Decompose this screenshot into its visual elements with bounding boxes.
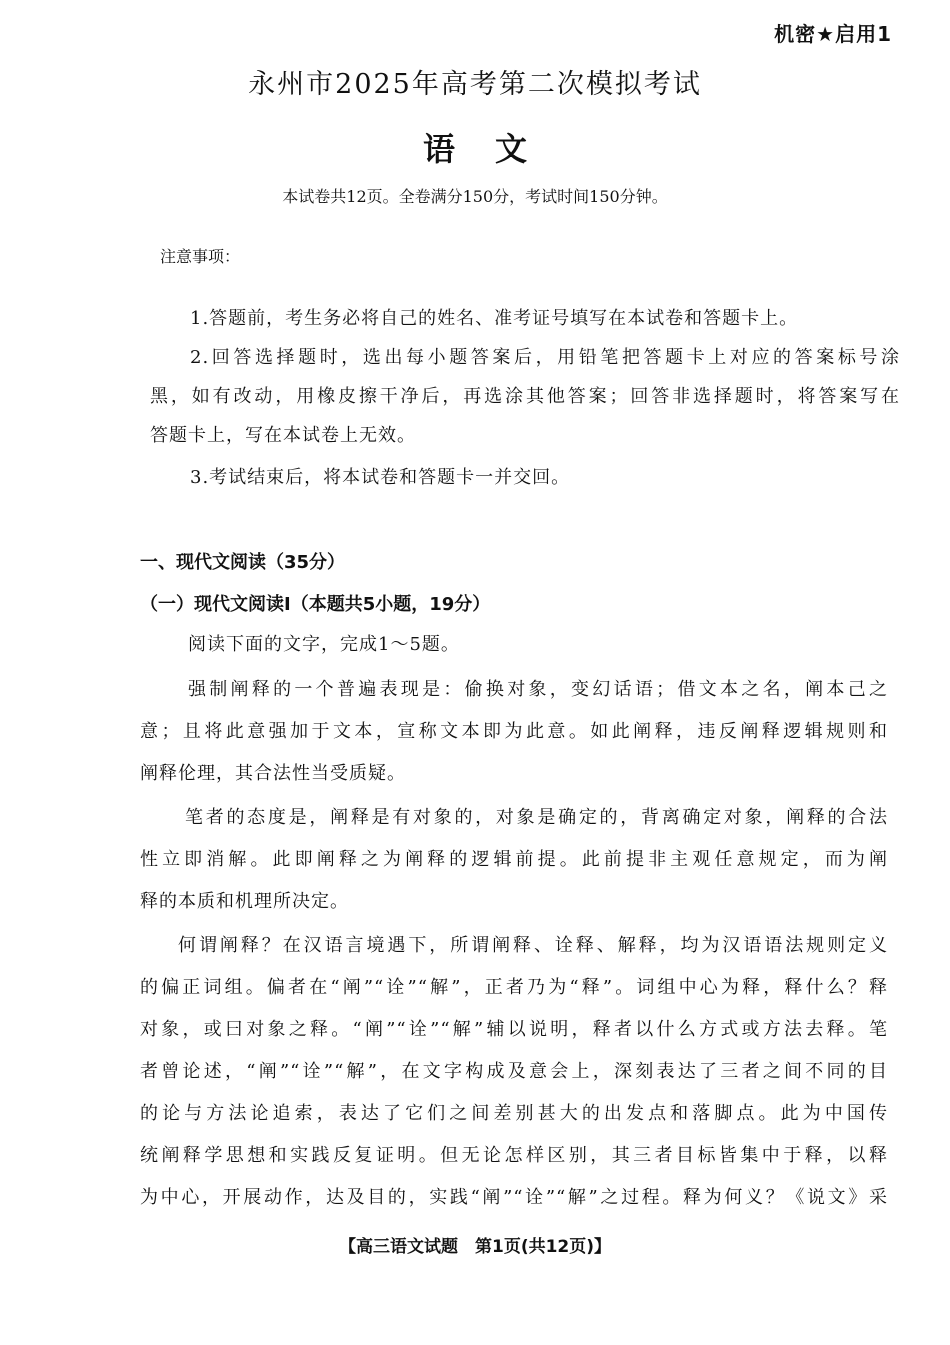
passage-line: 性立即消解。此即阐释之为阐释的逻辑前提。此前提非主观任意规定，而为阐 [140, 849, 888, 870]
passage-line: 阐释伦理，其合法性当受质疑。 [140, 763, 406, 784]
notes-heading: 注意事项： [160, 247, 241, 266]
notes-line: 3.考试结束后，将本试卷和答题卡一并交回。 [190, 467, 571, 488]
passage-line: 的偏正词组。偏者在“阐”“诠”“解”，正者乃为“释”。词组中心为释，释什么？释 [140, 977, 888, 998]
page-footer: 【高三语文试题 第1页(共12页)】 [338, 1237, 612, 1257]
passage-line: 笔者的态度是，阐释是有对象的，对象是确定的，背离确定对象，阐释的合法 [185, 807, 888, 828]
exam-info: 本试卷共12页。全卷满分150分，考试时间150分钟。 [282, 187, 668, 206]
subject-title: 语文 [422, 130, 567, 168]
passage-line: 的论与方法论追索，表达了它们之间差别甚大的出发点和落脚点。此为中国传 [140, 1103, 888, 1124]
instruction: 阅读下面的文字，完成1～5题。 [188, 634, 460, 655]
confidential-mark: 机密★启用1 [774, 22, 892, 46]
passage-line: 为中心，开展动作，达及目的，实践“阐”“诠”“解”之过程。释为何义？《说文》采 [140, 1187, 888, 1208]
notes-line: 2.回答选择题时，选出每小题答案后，用铅笔把答题卡上对应的答案标号涂 [190, 347, 900, 368]
notes-line: 答题卡上，写在本试卷上无效。 [150, 425, 416, 446]
section-subheading: （一）现代文阅读Ⅰ（本题共5小题，19分） [140, 594, 491, 615]
exam-title: 永州市2025年高考第二次模拟考试 [248, 69, 702, 100]
passage-line: 何谓阐释？在汉语言境遇下，所谓阐释、诠释、解释，均为汉语语法规则定义 [178, 935, 888, 956]
notes-line: 黑，如有改动，用橡皮擦干净后，再选涂其他答案；回答非选择题时，将答案写在 [150, 386, 900, 407]
section-heading: 一、现代文阅读（35分） [140, 552, 346, 573]
notes-line: 1.答题前，考生务必将自己的姓名、准考证号填写在本试卷和答题卡上。 [190, 308, 799, 329]
passage-line: 统阐释学思想和实践反复证明。但无论怎样区别，其三者目标皆集中于释，以释 [140, 1145, 888, 1166]
passage-line: 者曾论述，“阐”“诠”“解”，在文字构成及意会上，深刻表达了三者之间不同的目 [140, 1061, 888, 1082]
passage-line: 对象，或曰对象之释。“阐”“诠”“解”辅以说明，释者以什么方式或方法去释。笔 [140, 1019, 888, 1040]
passage-line: 强制阐释的一个普遍表现是：偷换对象，变幻话语；借文本之名，阐本己之 [188, 679, 888, 700]
passage-line: 意；且将此意强加于文本，宣称文本即为此意。如此阐释，违反阐释逻辑规则和 [140, 721, 888, 742]
passage-line: 释的本质和机理所决定。 [140, 891, 349, 912]
